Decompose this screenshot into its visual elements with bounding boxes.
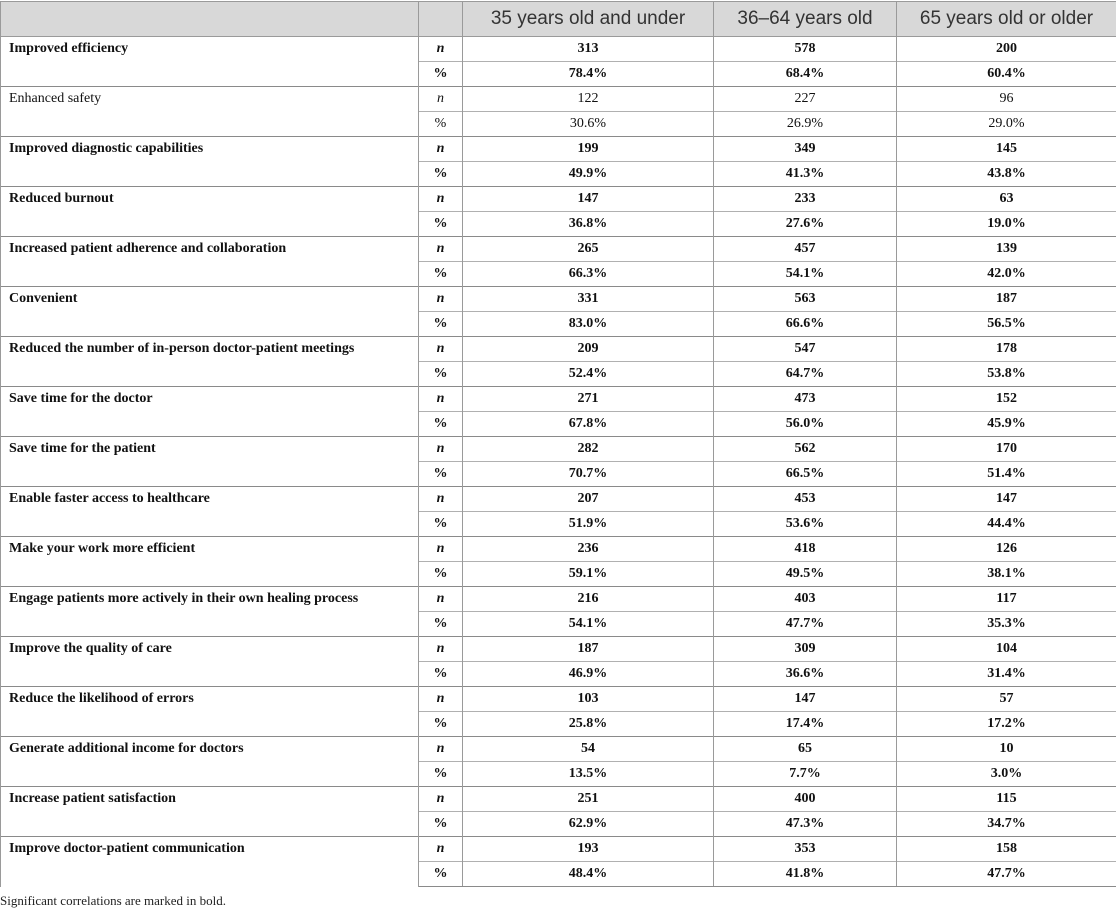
count-cell: 209 (463, 337, 714, 362)
count-cell: 122 (463, 87, 714, 112)
count-cell: 227 (714, 87, 897, 112)
percent-cell: 42.0% (897, 262, 1116, 287)
count-cell: 473 (714, 387, 897, 412)
count-cell: 251 (463, 787, 714, 812)
row-label: Save time for the patient (1, 437, 419, 487)
count-cell: 236 (463, 537, 714, 562)
stat-label-n: n (419, 387, 463, 412)
stat-label-percent: % (419, 612, 463, 637)
row-label: Improved diagnostic capabilities (1, 137, 419, 187)
percent-cell: 47.3% (714, 812, 897, 837)
count-cell: 126 (897, 537, 1116, 562)
row-label: Enhanced safety (1, 87, 419, 137)
table-footnote: Significant correlations are marked in bold. (0, 893, 226, 908)
percent-cell: 70.7% (463, 462, 714, 487)
count-cell: 187 (897, 287, 1116, 312)
count-cell: 453 (714, 487, 897, 512)
header-age-36-64: 36–64 years old (714, 2, 897, 37)
stat-label-n: n (419, 637, 463, 662)
count-cell: 563 (714, 287, 897, 312)
count-cell: 178 (897, 337, 1116, 362)
count-cell: 265 (463, 237, 714, 262)
row-label: Save time for the doctor (1, 387, 419, 437)
stat-label-n: n (419, 787, 463, 812)
percent-cell: 41.8% (714, 862, 897, 887)
percent-cell: 27.6% (714, 212, 897, 237)
stat-label-percent: % (419, 462, 463, 487)
count-cell: 117 (897, 587, 1116, 612)
header-age-65-plus: 65 years old or older (897, 2, 1116, 37)
percent-cell: 30.6% (463, 112, 714, 137)
stat-label-n: n (419, 537, 463, 562)
table-header-row (1, 2, 1116, 37)
row-label: Reduced the number of in-person doctor-patient meetings (1, 337, 419, 387)
stat-label-n: n (419, 737, 463, 762)
table-row (1, 487, 1116, 512)
count-cell: 349 (714, 137, 897, 162)
stat-label-percent: % (419, 112, 463, 137)
row-label: Enable faster access to healthcare (1, 487, 419, 537)
row-label: Improved efficiency (1, 37, 419, 87)
percent-cell: 34.7% (897, 812, 1116, 837)
table-row (1, 187, 1116, 212)
stat-label-n: n (419, 237, 463, 262)
percent-cell: 26.9% (714, 112, 897, 137)
stat-label-percent: % (419, 562, 463, 587)
count-cell: 170 (897, 437, 1116, 462)
stat-label-n: n (419, 487, 463, 512)
percent-cell: 60.4% (897, 62, 1116, 87)
percent-cell: 47.7% (714, 612, 897, 637)
stat-label-percent: % (419, 512, 463, 537)
table-row (1, 37, 1116, 62)
header-age-35-and-under: 35 years old and under (463, 2, 714, 37)
row-label: Improve the quality of care (1, 637, 419, 687)
count-cell: 282 (463, 437, 714, 462)
table-body (1, 37, 1116, 887)
count-cell: 147 (463, 187, 714, 212)
count-cell: 115 (897, 787, 1116, 812)
table-row (1, 137, 1116, 162)
count-cell: 103 (463, 687, 714, 712)
stat-label-percent: % (419, 412, 463, 437)
table-row (1, 537, 1116, 562)
stat-label-percent: % (419, 262, 463, 287)
table-row (1, 837, 1116, 862)
count-cell: 331 (463, 287, 714, 312)
percent-cell: 17.4% (714, 712, 897, 737)
percent-cell: 19.0% (897, 212, 1116, 237)
count-cell: 578 (714, 37, 897, 62)
table-row (1, 437, 1116, 462)
stat-label-n: n (419, 37, 463, 62)
stat-label-percent: % (419, 62, 463, 87)
header-item-column (1, 2, 419, 37)
count-cell: 54 (463, 737, 714, 762)
table-row (1, 687, 1116, 712)
row-label: Improve doctor-patient communication (1, 837, 419, 887)
row-label: Generate additional income for doctors (1, 737, 419, 787)
table-row (1, 237, 1116, 262)
count-cell: 207 (463, 487, 714, 512)
percent-cell: 62.9% (463, 812, 714, 837)
percent-cell: 56.0% (714, 412, 897, 437)
count-cell: 400 (714, 787, 897, 812)
percent-cell: 54.1% (463, 612, 714, 637)
count-cell: 57 (897, 687, 1116, 712)
count-cell: 65 (714, 737, 897, 762)
table-row (1, 587, 1116, 612)
percent-cell: 56.5% (897, 312, 1116, 337)
stat-label-percent: % (419, 312, 463, 337)
percent-cell: 45.9% (897, 412, 1116, 437)
percent-cell: 36.6% (714, 662, 897, 687)
percent-cell: 51.4% (897, 462, 1116, 487)
percent-cell: 68.4% (714, 62, 897, 87)
row-label: Engage patients more actively in their own healing process (1, 587, 419, 637)
stat-label-percent: % (419, 762, 463, 787)
table-row (1, 787, 1116, 812)
percent-cell: 59.1% (463, 562, 714, 587)
count-cell: 193 (463, 837, 714, 862)
results-table (0, 1, 1116, 887)
stat-label-percent: % (419, 662, 463, 687)
stat-label-n: n (419, 87, 463, 112)
percent-cell: 49.5% (714, 562, 897, 587)
count-cell: 139 (897, 237, 1116, 262)
count-cell: 147 (714, 687, 897, 712)
stat-label-percent: % (419, 362, 463, 387)
percent-cell: 48.4% (463, 862, 714, 887)
table-row (1, 637, 1116, 662)
percent-cell: 38.1% (897, 562, 1116, 587)
table-row (1, 387, 1116, 412)
count-cell: 418 (714, 537, 897, 562)
stat-label-percent: % (419, 212, 463, 237)
percent-cell: 66.5% (714, 462, 897, 487)
stat-label-n: n (419, 587, 463, 612)
data-table-container (0, 1, 1116, 887)
percent-cell: 78.4% (463, 62, 714, 87)
row-label: Increase patient satisfaction (1, 787, 419, 837)
percent-cell: 41.3% (714, 162, 897, 187)
stat-label-n: n (419, 687, 463, 712)
percent-cell: 64.7% (714, 362, 897, 387)
percent-cell: 46.9% (463, 662, 714, 687)
count-cell: 104 (897, 637, 1116, 662)
count-cell: 457 (714, 237, 897, 262)
percent-cell: 47.7% (897, 862, 1116, 887)
percent-cell: 53.6% (714, 512, 897, 537)
stat-label-n: n (419, 187, 463, 212)
percent-cell: 13.5% (463, 762, 714, 787)
stat-label-percent: % (419, 162, 463, 187)
count-cell: 271 (463, 387, 714, 412)
count-cell: 403 (714, 587, 897, 612)
percent-cell: 53.8% (897, 362, 1116, 387)
count-cell: 187 (463, 637, 714, 662)
stat-label-percent: % (419, 712, 463, 737)
stat-label-n: n (419, 337, 463, 362)
header-stat-column (419, 2, 463, 37)
percent-cell: 52.4% (463, 362, 714, 387)
count-cell: 158 (897, 837, 1116, 862)
count-cell: 145 (897, 137, 1116, 162)
table-row (1, 287, 1116, 312)
percent-cell: 3.0% (897, 762, 1116, 787)
stat-label-n: n (419, 437, 463, 462)
percent-cell: 29.0% (897, 112, 1116, 137)
count-cell: 147 (897, 487, 1116, 512)
row-label: Reduce the likelihood of errors (1, 687, 419, 737)
percent-cell: 25.8% (463, 712, 714, 737)
percent-cell: 44.4% (897, 512, 1116, 537)
percent-cell: 66.6% (714, 312, 897, 337)
percent-cell: 7.7% (714, 762, 897, 787)
percent-cell: 66.3% (463, 262, 714, 287)
count-cell: 200 (897, 37, 1116, 62)
count-cell: 313 (463, 37, 714, 62)
row-label: Convenient (1, 287, 419, 337)
table-row (1, 87, 1116, 112)
percent-cell: 31.4% (897, 662, 1116, 687)
row-label: Reduced burnout (1, 187, 419, 237)
count-cell: 96 (897, 87, 1116, 112)
percent-cell: 36.8% (463, 212, 714, 237)
percent-cell: 17.2% (897, 712, 1116, 737)
count-cell: 199 (463, 137, 714, 162)
count-cell: 216 (463, 587, 714, 612)
percent-cell: 83.0% (463, 312, 714, 337)
stat-label-n: n (419, 837, 463, 862)
percent-cell: 67.8% (463, 412, 714, 437)
table-row (1, 337, 1116, 362)
percent-cell: 49.9% (463, 162, 714, 187)
percent-cell: 51.9% (463, 512, 714, 537)
percent-cell: 35.3% (897, 612, 1116, 637)
stat-label-n: n (419, 137, 463, 162)
percent-cell: 54.1% (714, 262, 897, 287)
stat-label-percent: % (419, 862, 463, 887)
count-cell: 152 (897, 387, 1116, 412)
count-cell: 63 (897, 187, 1116, 212)
count-cell: 562 (714, 437, 897, 462)
stat-label-n: n (419, 287, 463, 312)
count-cell: 10 (897, 737, 1116, 762)
percent-cell: 43.8% (897, 162, 1116, 187)
count-cell: 547 (714, 337, 897, 362)
table-row (1, 737, 1116, 762)
count-cell: 353 (714, 837, 897, 862)
stat-label-percent: % (419, 812, 463, 837)
count-cell: 233 (714, 187, 897, 212)
row-label: Make your work more efficient (1, 537, 419, 587)
row-label: Increased patient adherence and collaboration (1, 237, 419, 287)
count-cell: 309 (714, 637, 897, 662)
